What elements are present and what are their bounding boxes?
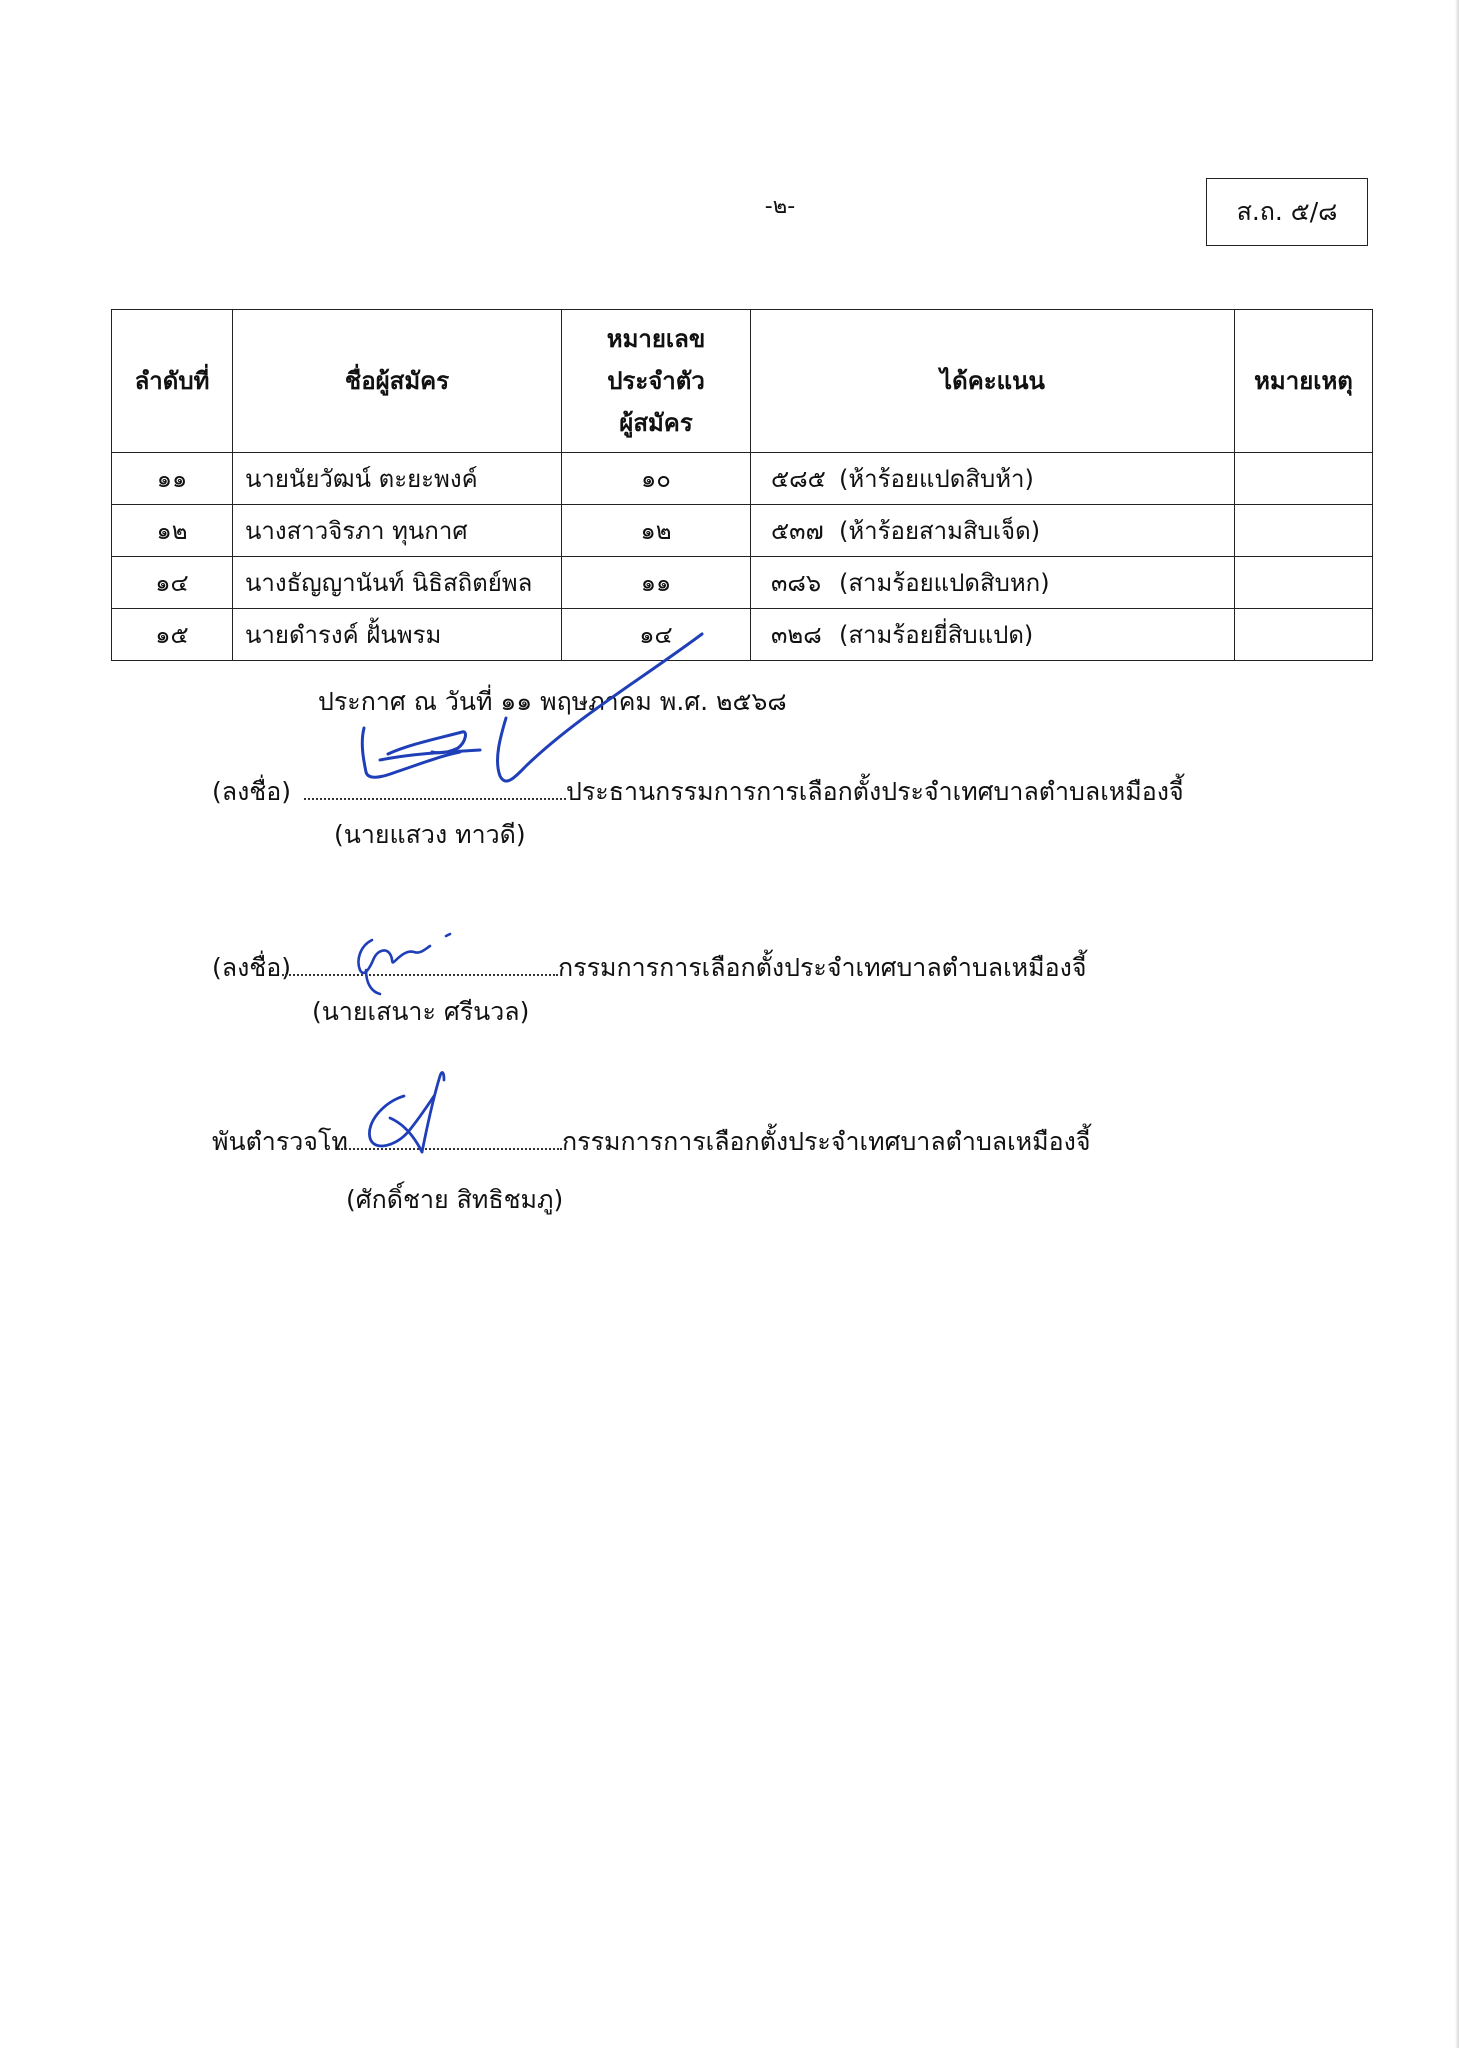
- cell-score: [751, 505, 1235, 557]
- score-text: (ห้าร้อยแปดสิบห้า): [839, 465, 1034, 493]
- signature-stroke: [422, 1073, 444, 1152]
- signatory-name: (นายเสนาะ ศรีนวล): [312, 997, 530, 1026]
- signature-stroke: [366, 970, 380, 994]
- form-code-box: [1206, 178, 1368, 246]
- signatory-position: กรรมการการเลือกตั้งประจำเทศบาลตำบลเหมืองจี้: [558, 953, 1087, 982]
- table-row: [112, 609, 1373, 661]
- signature-stroke: [359, 940, 431, 973]
- cell-score: [751, 453, 1235, 505]
- score-text: (สามร้อยแปดสิบหก): [839, 569, 1050, 597]
- signatory-name: (นายแสวง ทาวดี): [334, 820, 526, 849]
- cell-order: ๑๑: [112, 453, 233, 505]
- form-code: ส.ถ. ๕/๘: [1236, 197, 1338, 226]
- signature-mark: [360, 1062, 480, 1162]
- header-candidate-number: [562, 310, 751, 453]
- signature-mark: [350, 930, 470, 1000]
- header-order: ลำดับที่: [112, 310, 233, 453]
- announcement-date: ประกาศ ณ วันที่ ๑๑ พฤษภาคม พ.ศ. ๒๕๖๘: [318, 687, 787, 716]
- signature-prefix: พันตำรวจโท: [212, 1127, 348, 1156]
- signature-line: [304, 798, 566, 800]
- signature-stroke: [498, 634, 702, 781]
- cell-remark: [1235, 505, 1373, 557]
- table-row: [112, 505, 1373, 557]
- signature-mark: [340, 620, 720, 790]
- cell-remark: [1235, 609, 1373, 661]
- cell-remark: [1235, 557, 1373, 609]
- score-value: ๓๒๘: [771, 621, 822, 649]
- cell-score: [751, 557, 1235, 609]
- signature-prefix: (ลงชื่อ): [212, 953, 292, 982]
- cell-number: ๑๑: [562, 557, 751, 609]
- header-candidate-number-line: ประจำตัว: [607, 367, 705, 395]
- table-row: [112, 453, 1373, 505]
- cell-number: ๑๔: [562, 609, 751, 661]
- header-remark: หมายเหตุ: [1235, 310, 1373, 453]
- page-number: -๒-: [764, 194, 796, 219]
- page-edge-shadow: [1455, 0, 1459, 2048]
- header-score: ได้คะแนน: [751, 310, 1235, 453]
- cell-name: นางสาวจิรภา ทุนกาศ: [233, 505, 562, 557]
- table-header-row: [112, 310, 1373, 453]
- signature-prefix: (ลงชื่อ): [212, 777, 292, 806]
- header-candidate-number-line: ผู้สมัคร: [619, 409, 693, 437]
- score-text: (สามร้อยยี่สิบแปด): [839, 621, 1034, 649]
- header-name: ชื่อผู้สมัคร: [233, 310, 562, 453]
- cell-order: ๑๕: [112, 609, 233, 661]
- score-value: ๕๘๕: [771, 465, 826, 493]
- signatory-position: กรรมการการเลือกตั้งประจำเทศบาลตำบลเหมืองจี้: [562, 1127, 1091, 1156]
- cell-number: ๑๒: [562, 505, 751, 557]
- score-value: ๕๓๗: [771, 517, 824, 545]
- cell-name: นายนัยวัฒน์ ตะยะพงค์: [233, 453, 562, 505]
- cell-remark: [1235, 453, 1373, 505]
- header-candidate-number-line: หมายเลข: [606, 325, 706, 353]
- cell-number: ๑๐: [562, 453, 751, 505]
- cell-name: นางธัญญานันท์ นิธิสถิตย์พล: [233, 557, 562, 609]
- signatory-position: ประธานกรรมการการเลือกตั้งประจำเทศบาลตำบลเหมืองจี้: [566, 777, 1184, 806]
- signature-stroke: [446, 934, 450, 936]
- signatory-name: (ศักดิ์ชาย สิทธิชมภู): [346, 1185, 564, 1214]
- cell-name: นายดำรงค์ ฝั้นพรม: [233, 609, 562, 661]
- cell-order: ๑๔: [112, 557, 233, 609]
- table-row: [112, 557, 1373, 609]
- score-text: (ห้าร้อยสามสิบเจ็ด): [839, 517, 1041, 545]
- score-value: ๓๘๖: [771, 569, 822, 597]
- cell-score: [751, 609, 1235, 661]
- results-table: [111, 309, 1373, 661]
- cell-order: ๑๒: [112, 505, 233, 557]
